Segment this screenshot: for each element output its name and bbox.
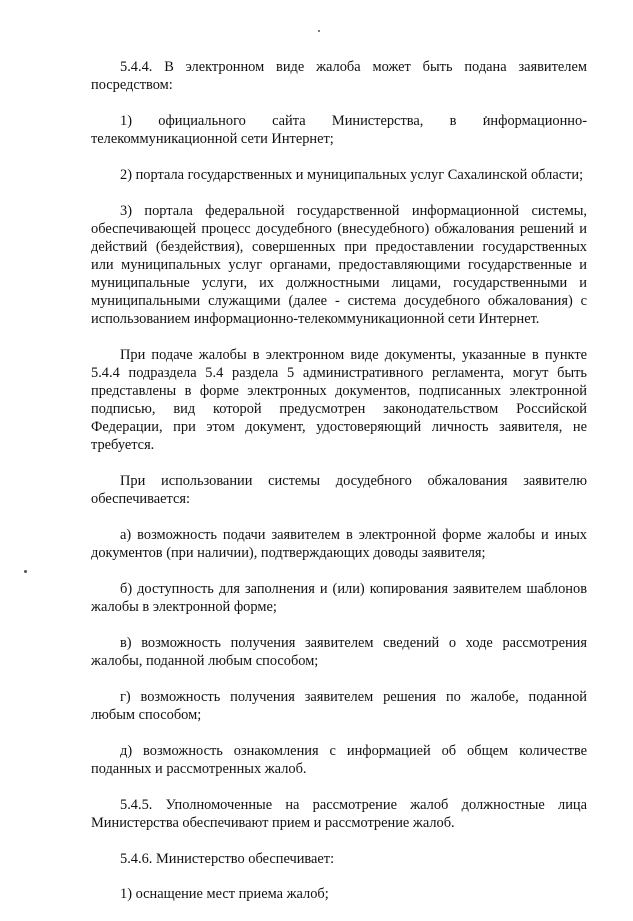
list-item-d: д) возможность ознакомления с информацией об общем количестве поданных и рассмотренных жалоб. xyxy=(91,743,587,777)
list-item-g: г) возможность получения заявителем решения по жалобе, поданной любым способом; xyxy=(91,689,587,723)
scan-speck xyxy=(318,30,320,32)
scan-speck xyxy=(24,570,27,573)
paragraph-5-4-5: 5.4.5. Уполномоченные на рассмотрение жалоб должностные лица Министерства обеспечивают прием и рассмотрение жалоб. xyxy=(91,797,587,831)
list-item-v: в) возможность получения заявителем сведений о ходе рассмотрения жалобы, поданной любым способом; xyxy=(91,635,587,669)
paragraph-5-4-6: 5.4.6. Министерство обеспечивает: xyxy=(120,851,335,867)
paragraph-5-4-4: 5.4.4. В электронном виде жалоба может быть подана заявителем посредством: xyxy=(91,59,587,93)
list-item-1-official-site: 1) официального сайта Министерства, в информационно-телекоммуникационной сети Интернет; xyxy=(91,113,587,147)
paragraph-system-provides: При использовании системы досудебного обжалования заявителю обеспечивается: xyxy=(91,473,587,507)
list-item-3-federal-portal: 3) портала федеральной государственной информационной системы, обеспечивающей процесс досудебного (внесудебного) обжалования решений и действий (бездействия), совершенных при предоставлении государственных или муниципальных услуг органами, предоставляющими государственные и муниципальные услуги, их должностными лицами, государственными и муниципальными служащими (далее - система досудебного обжалования) с использованием информационно-телекоммуникационной сети Интернет. xyxy=(91,203,587,327)
list-item-a: а) возможность подачи заявителем в электронной форме жалобы и иных документов (при наличии), подтверждающих доводы заявителя; xyxy=(91,527,587,561)
paragraph-electronic-documents: При подаче жалобы в электронном виде документы, указанные в пункте 5.4.4 подраздела 5.4 раздела 5 административного регламента, могут быть представлены в форме электронных документов, подписанных электронной подписью, вид которой предусмотрен законодательством Российской Федерации, при этом документ, удостоверяющий личность заявителя, не требуется. xyxy=(91,347,587,453)
list-item-2-regional-portal: 2) портала государственных и муниципальных услуг Сахалинской области; xyxy=(120,167,584,183)
list-item-1-equipment: 1) оснащение мест приема жалоб; xyxy=(120,886,329,902)
list-item-b: б) доступность для заполнения и (или) копирования заявителем шаблонов жалобы в электронной форме; xyxy=(91,581,587,615)
document-body xyxy=(91,58,587,921)
